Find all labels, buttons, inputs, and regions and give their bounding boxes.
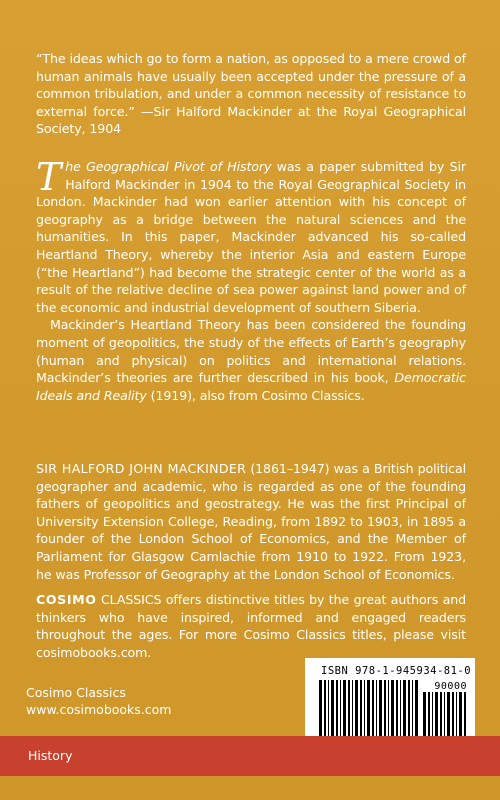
blurb-text: offers distinctive titles by the great authors and thinkers who have inspired, informed and engaged readers throughout the ages. For more Cosimo Classics titles, please visit cosimobooks.com.	[36, 592, 466, 660]
book-description	[36, 155, 466, 404]
author-bio	[36, 460, 466, 583]
publisher-info	[26, 684, 171, 718]
book-title-inline: he Geographical Pivot of History	[65, 159, 272, 174]
quote-text: “The ideas which go to form a nation, as opposed to a mere crowd of human animals have usually been accepted under the pressure of a common tribulation, and under a common necessity of resistance to external force.” —Sir Halford Mackinder at the Royal Geographical Society, 1904	[36, 51, 466, 137]
publisher-url: www.cosimobooks.com	[26, 702, 172, 717]
related-book-title: Democratic Ideals and Reality	[36, 370, 466, 403]
epigraph-quote	[36, 50, 466, 138]
description-paragraph-1	[36, 155, 466, 316]
author-bio-text: (1861–1947) was a British political geographer and academic, who is regarded as one of the founding fathers of geopolitics and geostrategy. He was the first Principal of University Extension College, Reading, from 1892 to 1903, in 1895 a founder of the London School of Economics, and the Member of Parliament for Glasgow Camlachie from 1910 to 1922. From 1923, he was Professor of Geography at the London School of Economics.	[36, 461, 467, 582]
category-label: History	[28, 748, 73, 763]
description-text-2b: (1919), also from Cosimo Classics.	[146, 387, 365, 403]
price-code: 90000	[434, 681, 467, 692]
category-bar	[0, 736, 500, 776]
ean-barcode-bars	[319, 680, 419, 744]
publisher-name: Cosimo Classics	[26, 685, 126, 700]
brand-name-bold: COSIMO	[36, 592, 97, 607]
description-text-1: was a paper submitted by Sir Halford Mackinder in 1904 to the Royal Geographical Society in London. Mackinder had won earlier attention with his concept of geography as a bridge between the natural sciences and the humanities. In this paper, Mackinder advanced his so-called Heartland Theory, whereby the interior Asia and eastern Europe (“the Heartland”) had become the strategic center of the world as a result of the relative decline of sea power against land power and of the economic and industrial development of southern Siberia.	[36, 159, 466, 315]
drop-cap-letter: T	[36, 155, 62, 199]
description-paragraph-2	[36, 316, 466, 404]
brand-name-rest: CLASSICS	[96, 592, 162, 607]
publisher-blurb	[36, 591, 466, 661]
description-text-2a: Mackinder’s Heartland Theory has been considered the founding moment of geopolitics, the study of the effects of Earth’s geography (human and physical) on politics and international relations. Mackinder’s theories are further described in his book,	[36, 317, 466, 386]
author-name: SIR HALFORD JOHN MACKINDER	[36, 461, 247, 476]
isbn-text: ISBN 978-1-945934-81-0	[321, 665, 472, 677]
